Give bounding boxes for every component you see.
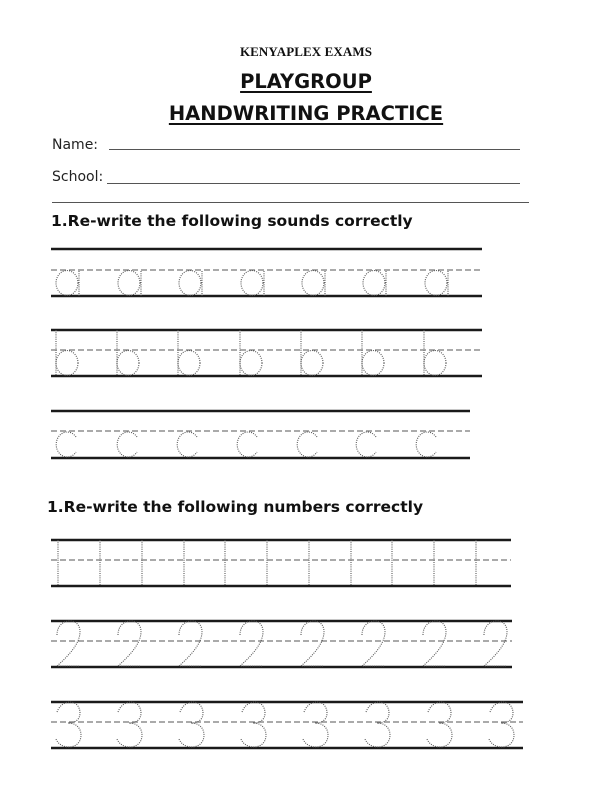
title-handwriting-practice: HANDWRITING PRACTICE xyxy=(168,102,444,125)
tracing-row-b[interactable] xyxy=(51,330,482,376)
dotted-letter-a xyxy=(56,271,448,297)
organization-name: KENYAPLEX EXAMS xyxy=(239,44,373,59)
dotted-number-2 xyxy=(57,621,507,666)
title-playgroup: PLAYGROUP xyxy=(240,70,372,93)
dotted-letter-c xyxy=(56,432,436,457)
dotted-number-3 xyxy=(56,702,514,747)
tracing-row-a[interactable] xyxy=(51,249,482,296)
tracing-row-number-3[interactable] xyxy=(51,702,523,748)
tracing-row-number-1[interactable] xyxy=(51,540,511,586)
tracing-row-c[interactable] xyxy=(51,411,470,458)
name-label: Name: xyxy=(52,137,99,153)
dotted-letter-b xyxy=(56,330,446,376)
tracing-row-number-2[interactable] xyxy=(51,621,512,667)
section-numbers-heading: 1.Re-write the following numbers correctly xyxy=(47,498,424,516)
school-label: School: xyxy=(52,169,104,185)
section-sounds-heading: 1.Re-write the following sounds correctly xyxy=(51,212,413,230)
dotted-number-1 xyxy=(58,540,476,586)
